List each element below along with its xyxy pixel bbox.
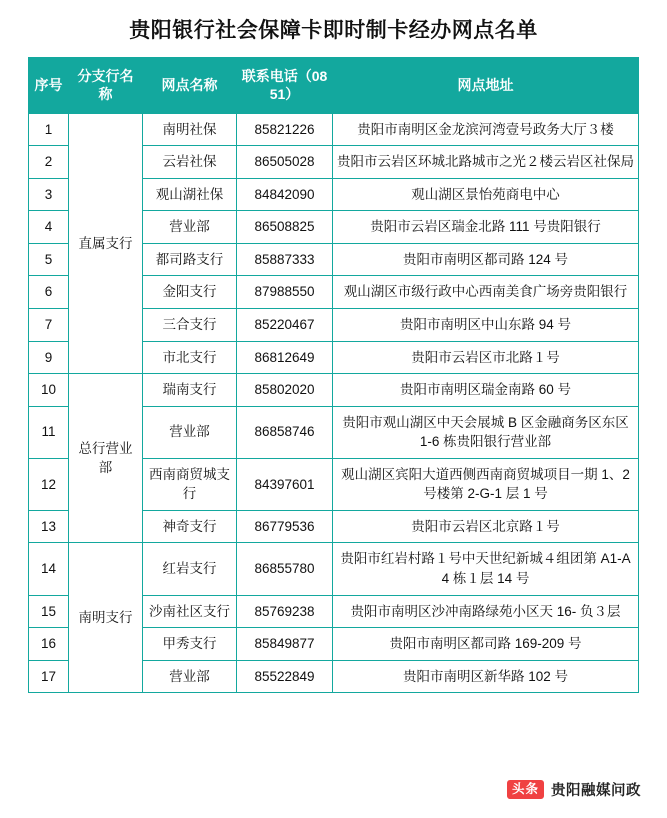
cell-phone: 85220467 (237, 308, 333, 341)
cell-phone: 87988550 (237, 276, 333, 309)
cell-branch-name: 观山湖社保 (143, 178, 237, 211)
branch-table (28, 57, 639, 693)
cell-sequence: 5 (29, 243, 69, 276)
cell-branch-name: 沙南社区支行 (143, 595, 237, 628)
table-header (29, 58, 639, 113)
cell-address: 观山湖区景怡苑商电中心 (333, 178, 639, 211)
table-body (29, 113, 639, 693)
cell-sequence: 4 (29, 211, 69, 244)
cell-phone: 84397601 (237, 458, 333, 510)
cell-sequence: 14 (29, 543, 69, 595)
cell-branch-name: 三合支行 (143, 308, 237, 341)
cell-phone: 85522849 (237, 660, 333, 693)
cell-branch-name: 西南商贸城支行 (143, 458, 237, 510)
cell-branch-name: 南明社保 (143, 113, 237, 146)
cell-sequence: 15 (29, 595, 69, 628)
cell-phone: 86779536 (237, 510, 333, 543)
cell-phone: 85887333 (237, 243, 333, 276)
cell-sequence: 16 (29, 628, 69, 661)
cell-phone: 85821226 (237, 113, 333, 146)
cell-phone: 86855780 (237, 543, 333, 595)
cell-branch-name: 金阳支行 (143, 276, 237, 309)
cell-phone: 86508825 (237, 211, 333, 244)
column-header-name: 网点名称 (143, 58, 237, 113)
column-header-seq: 序号 (29, 58, 69, 113)
cell-address: 贵阳市南明区瑞金南路 60 号 (333, 374, 639, 407)
cell-sequence: 10 (29, 374, 69, 407)
cell-phone: 85849877 (237, 628, 333, 661)
cell-sequence: 1 (29, 113, 69, 146)
column-header-phone: 联系电话（0851） (237, 58, 333, 113)
cell-sequence: 2 (29, 146, 69, 179)
cell-branch-name: 甲秀支行 (143, 628, 237, 661)
cell-sequence: 9 (29, 341, 69, 374)
cell-branch-name: 都司路支行 (143, 243, 237, 276)
cell-sequence: 13 (29, 510, 69, 543)
cell-sequence: 17 (29, 660, 69, 693)
cell-sequence: 12 (29, 458, 69, 510)
cell-branch-name: 瑞南支行 (143, 374, 237, 407)
cell-address: 贵阳市南明区沙冲南路绿苑小区天 16- 负３层 (333, 595, 639, 628)
table-row (29, 113, 639, 146)
cell-address: 贵阳市南明区都司路 124 号 (333, 243, 639, 276)
cell-address: 贵阳市观山湖区中天会展城 B 区金融商务区东区 1-6 栋贵阳银行营业部 (333, 406, 639, 458)
cell-sequence: 7 (29, 308, 69, 341)
cell-branch-name: 神奇支行 (143, 510, 237, 543)
cell-sequence: 3 (29, 178, 69, 211)
cell-sequence: 11 (29, 406, 69, 458)
table-header-row (29, 58, 639, 113)
cell-address: 贵阳市南明区金龙滨河湾壹号政务大厅３楼 (333, 113, 639, 146)
cell-address: 贵阳市红岩村路１号中天世纪新城４组团第 A1-A4 栋１层 14 号 (333, 543, 639, 595)
cell-branch-name: 云岩社保 (143, 146, 237, 179)
column-header-branch: 分支行名称 (69, 58, 143, 113)
cell-phone: 86505028 (237, 146, 333, 179)
cell-address: 贵阳市云岩区市北路１号 (333, 341, 639, 374)
cell-branch-name: 红岩支行 (143, 543, 237, 595)
cell-sequence: 6 (29, 276, 69, 309)
cell-address: 观山湖区宾阳大道西侧西南商贸城项目一期 1、2 号楼第 2-G-1 层 1 号 (333, 458, 639, 510)
cell-address: 贵阳市云岩区瑞金北路 111 号贵阳银行 (333, 211, 639, 244)
cell-branch-name: 营业部 (143, 211, 237, 244)
cell-phone: 86858746 (237, 406, 333, 458)
cell-branch-name: 营业部 (143, 406, 237, 458)
cell-address: 贵阳市云岩区北京路１号 (333, 510, 639, 543)
table-container (0, 57, 667, 693)
cell-phone: 86812649 (237, 341, 333, 374)
cell-address: 贵阳市云岩区环城北路城市之光２楼云岩区社保局 (333, 146, 639, 179)
cell-address: 贵阳市南明区中山东路 94 号 (333, 308, 639, 341)
cell-branch-name: 市北支行 (143, 341, 237, 374)
cell-phone: 85769238 (237, 595, 333, 628)
cell-address: 贵阳市南明区新华路 102 号 (333, 660, 639, 693)
cell-branch-group: 南明支行 (69, 543, 143, 693)
table-row (29, 543, 639, 595)
cell-phone: 85802020 (237, 374, 333, 407)
footer-watermark (0, 779, 667, 800)
toutiao-logo-icon: 头条 (507, 780, 544, 799)
cell-branch-group: 直属支行 (69, 113, 143, 374)
cell-branch-group: 总行营业部 (69, 374, 143, 543)
cell-branch-name: 营业部 (143, 660, 237, 693)
column-header-address: 网点地址 (333, 58, 639, 113)
cell-address: 观山湖区市级行政中心西南美食广场旁贵阳银行 (333, 276, 639, 309)
cell-address: 贵阳市南明区都司路 169-209 号 (333, 628, 639, 661)
cell-phone: 84842090 (237, 178, 333, 211)
page-title: 贵阳银行社会保障卡即时制卡经办网点名单 (129, 19, 538, 42)
table-row (29, 374, 639, 407)
footer-account-name: 贵阳融媒问政 (551, 783, 641, 799)
